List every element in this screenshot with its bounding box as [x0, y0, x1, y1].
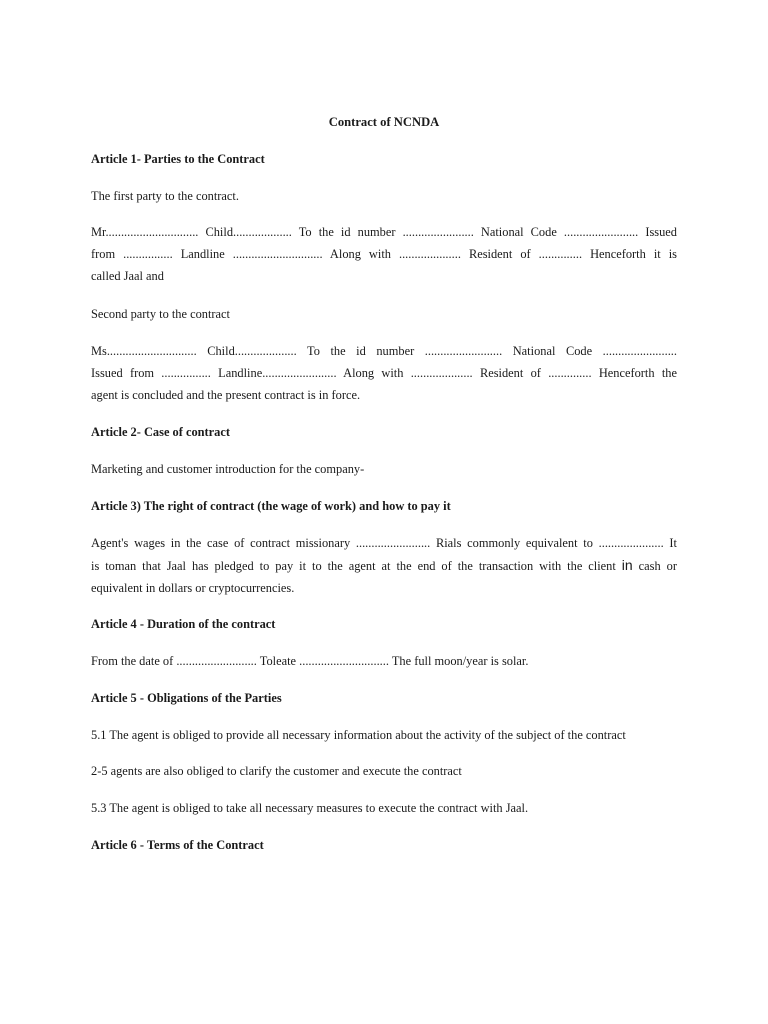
- article-2-heading: Article 2- Case of contract: [91, 425, 230, 439]
- second-party-label: Second party to the contract: [91, 307, 231, 321]
- article-3-line-3: equivalent in dollars or cryptocurrencies.: [91, 581, 295, 595]
- article-5-item-3: 5.3 The agent is obliged to take all necessary measures to execute the contract with Jaal.: [91, 801, 529, 815]
- article-3-line-2: [91, 554, 677, 577]
- first-party-details: [91, 221, 677, 287]
- article-4-text: From the date of .......................... Toleate ............................. The full moon/year is solar.: [91, 654, 529, 668]
- first-party-line-1: Mr.............................. Child................... To the id number ....................... National Code ........................ Issued: [91, 225, 677, 239]
- first-party-line-3: called Jaal and: [91, 269, 164, 283]
- article-3-line-2-in: in: [621, 557, 633, 573]
- article-3-text: [91, 532, 677, 599]
- article-1-heading: Article 1- Parties to the Contract: [91, 152, 265, 166]
- article-5-item-1: 5.1 The agent is obliged to provide all necessary information about the activity of the subject of the contract: [91, 728, 626, 742]
- article-4-heading: Article 4 - Duration of the contract: [91, 617, 276, 631]
- second-party-line-1: Ms............................. Child.................... To the id number ......................... National Code ........................: [91, 344, 677, 358]
- article-3-heading: Article 3) The right of contract (the wage of work) and how to pay it: [91, 499, 451, 513]
- second-party-line-3: agent is concluded and the present contract is in force.: [91, 388, 361, 402]
- article-6-heading: Article 6 - Terms of the Contract: [91, 838, 264, 852]
- article-3-line-2-start: is toman that Jaal has pledged to pay it to the agent at the end of the transaction with the client: [91, 559, 622, 573]
- article-3-line-1: Agent's wages in the case of contract missionary ........................ Rials commonly equivalent to ..................... It: [91, 536, 677, 550]
- article-3-line-2-end: cash or: [632, 559, 677, 573]
- first-party-label: The first party to the contract.: [91, 189, 239, 203]
- first-party-line-2: from ................ Landline ............................. Along with .................... Resident of .............. Henceforth it is: [91, 247, 677, 261]
- article-2-text: Marketing and customer introduction for the company-: [91, 462, 365, 476]
- second-party-line-2: Issued from ................ Landline........................ Along with .................... Resident of .............. Henceforth the: [91, 366, 677, 380]
- document-title: Contract of NCNDA: [328, 115, 440, 129]
- article-5-heading: Article 5 - Obligations of the Parties: [91, 691, 282, 705]
- second-party-details: [91, 340, 677, 406]
- article-5-item-2: 2-5 agents are also obliged to clarify the customer and execute the contract: [91, 764, 462, 778]
